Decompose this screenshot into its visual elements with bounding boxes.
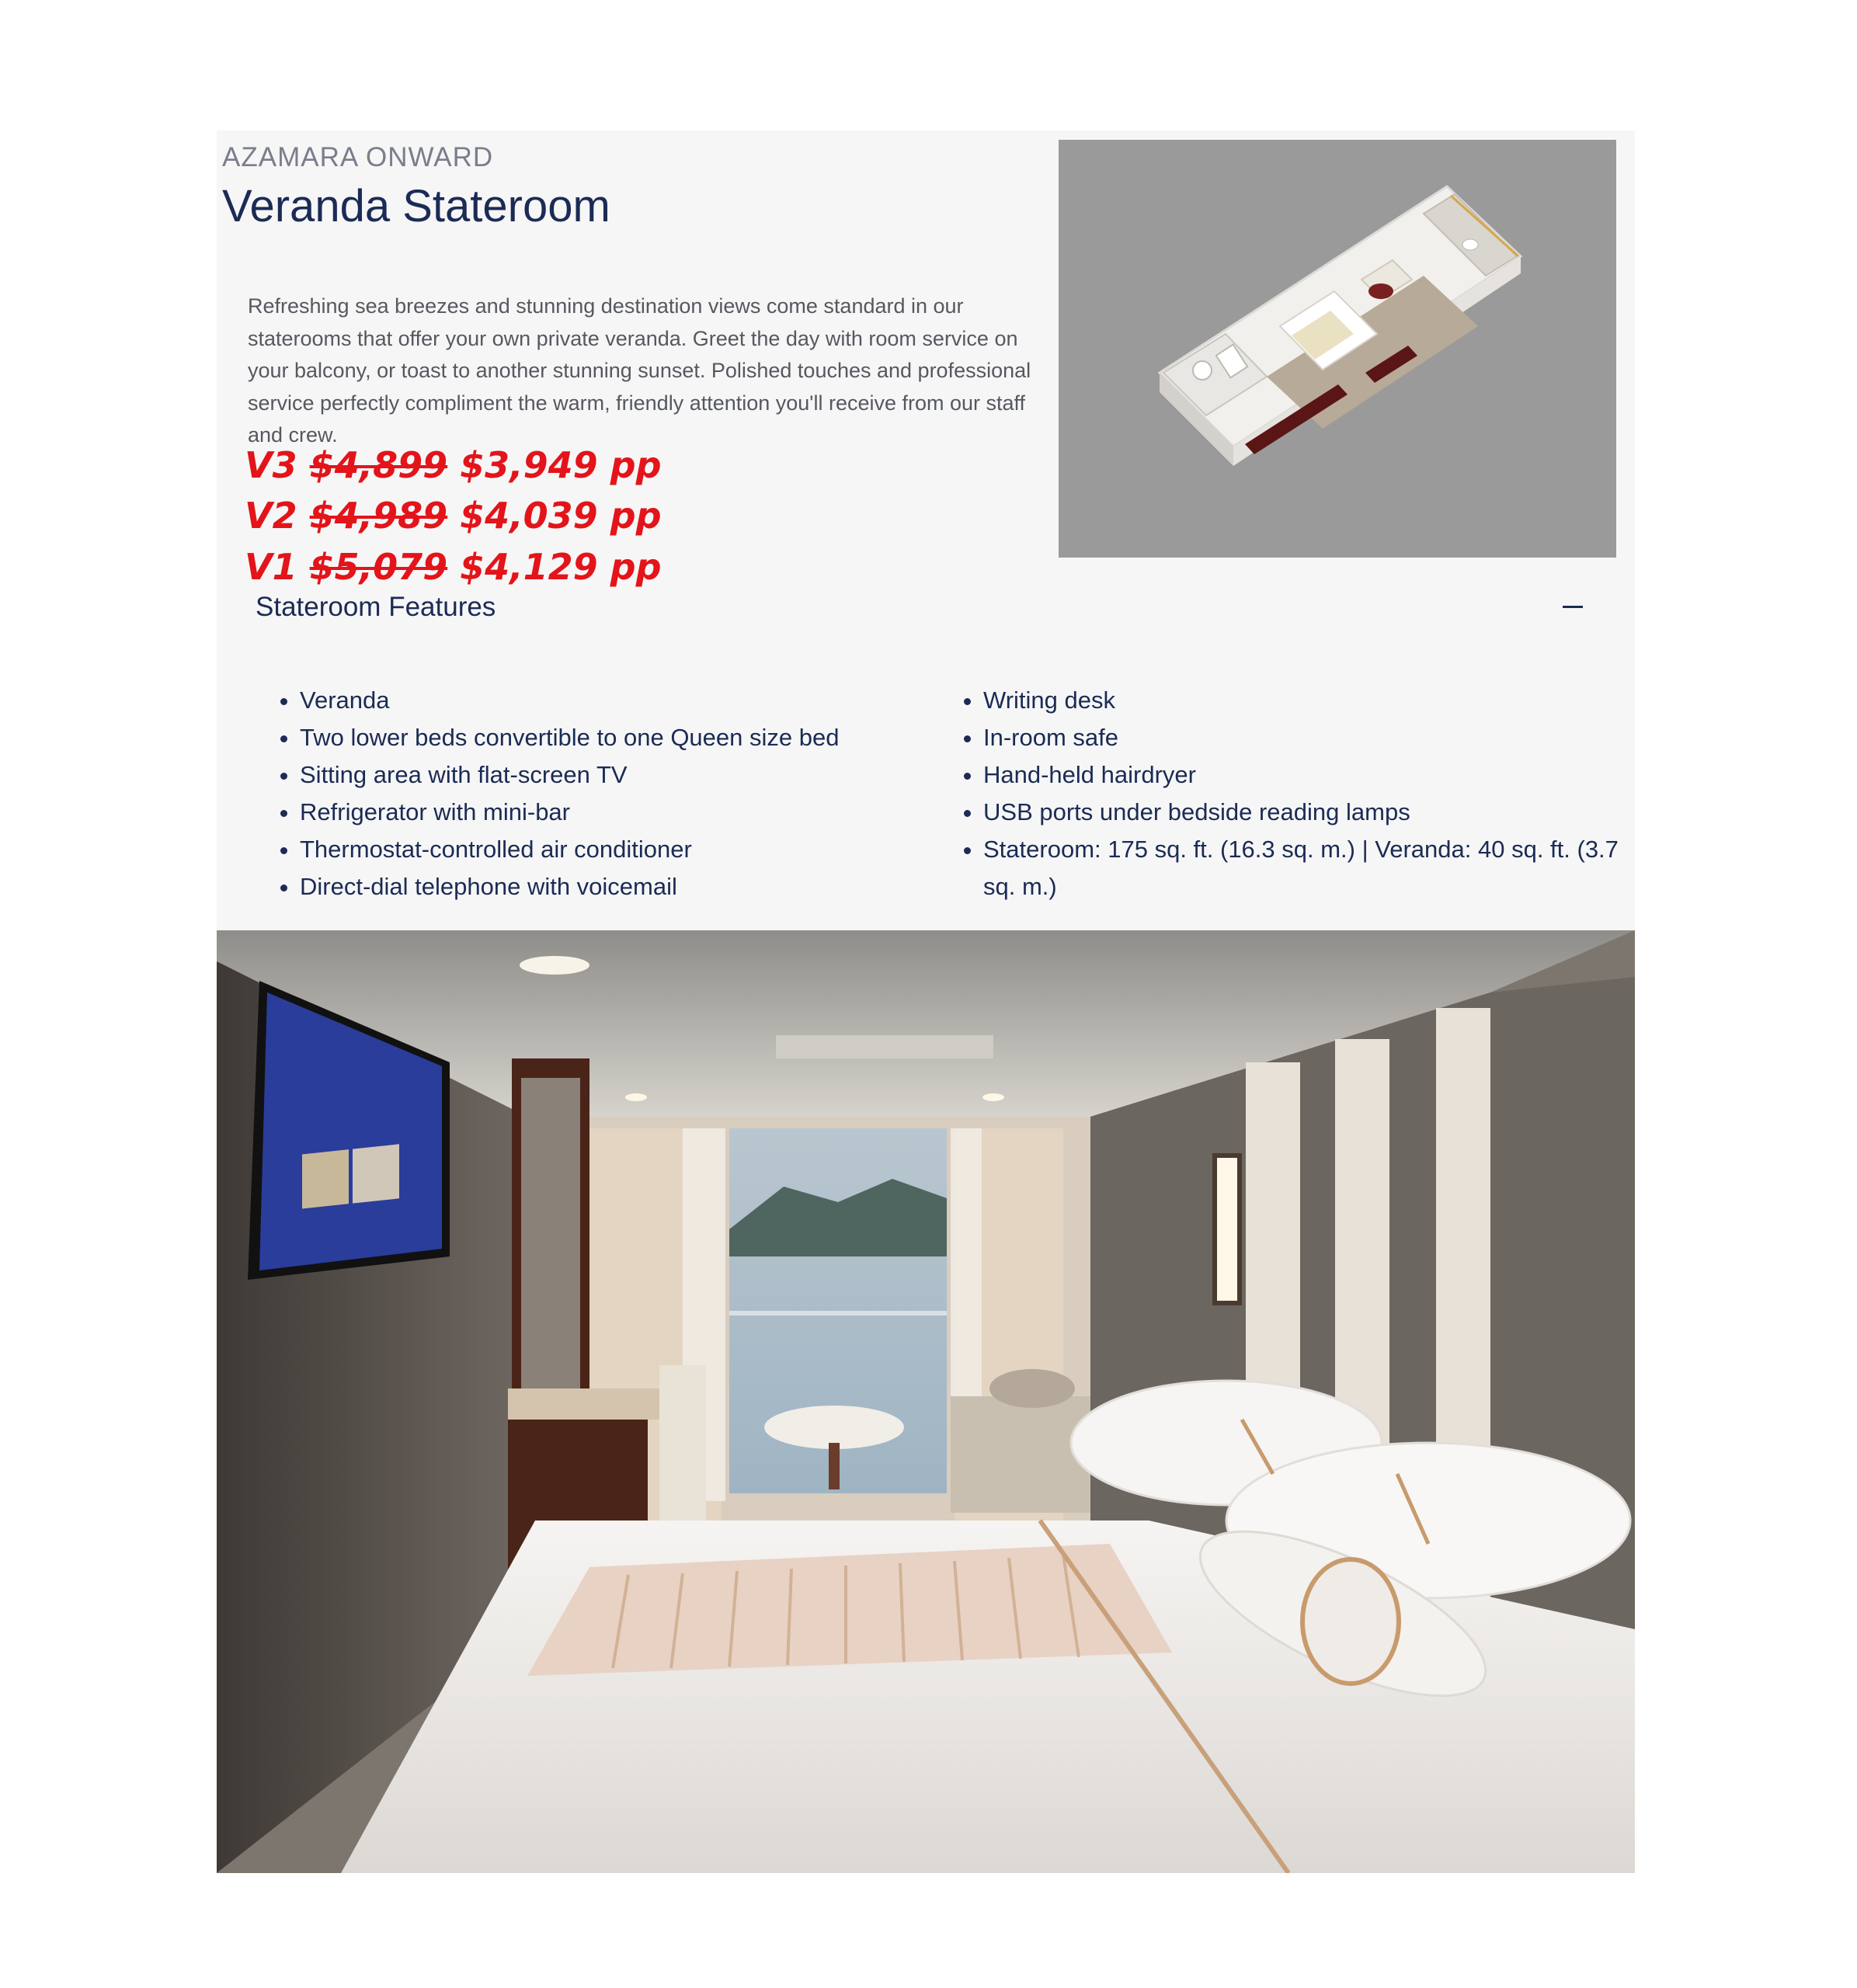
minus-icon[interactable] (1560, 593, 1586, 620)
price-line-v1 (245, 546, 662, 588)
price-line-v2 (245, 495, 662, 537)
sale-price: $4,039 pp (460, 495, 662, 537)
original-price: $4,899 (309, 444, 448, 486)
stateroom-photo (217, 930, 1635, 1873)
stateroom-description: Refreshing sea breezes and stunning destination views come standard in our staterooms that offer your own private veranda. Greet the day with room service on your balcony, or toast to another stunning sunset. Polished touches and professional service perfectly compliment the warm, friendly attention you'll receive from our staff and crew. (248, 294, 1031, 447)
stateroom-photo-graphic (217, 930, 1635, 1873)
list-item: • Veranda (300, 682, 906, 719)
list-item: • Direct-dial telephone with voicemail (300, 868, 906, 905)
floor-plan-graphic (1059, 140, 1616, 558)
price-line-v3 (245, 444, 662, 486)
floor-plan-image (1059, 140, 1616, 558)
list-item: • Thermostat-controlled air conditioner (300, 831, 906, 868)
price-category: V3 (245, 444, 297, 486)
page-title: Veranda Stateroom (222, 181, 610, 231)
features-section-title: Stateroom Features (256, 592, 496, 622)
list-item: • Stateroom: 175 sq. ft. (16.3 sq. m.) | Veranda: 40 sq. ft. (3.7 sq. m.) (983, 831, 1636, 905)
list-item: • Two lower beds convertible to one Queen size bed (300, 719, 906, 756)
sale-price: $3,949 pp (460, 444, 662, 486)
price-category: V1 (245, 546, 297, 588)
list-item: • Sitting area with flat-screen TV (300, 756, 906, 794)
list-item: • Hand-held hairdryer (983, 756, 1636, 794)
price-category: V2 (245, 495, 297, 537)
list-item: • USB ports under bedside reading lamps (983, 794, 1636, 831)
features-list-right (952, 682, 1636, 905)
list-item: • Writing desk (983, 682, 1636, 719)
features-list-left (269, 682, 906, 905)
list-item: • In-room safe (983, 719, 1636, 756)
original-price: $4,989 (309, 495, 448, 537)
original-price: $5,079 (309, 546, 448, 588)
list-item: • Refrigerator with mini-bar (300, 794, 906, 831)
ship-name: AZAMARA ONWARD (222, 142, 494, 172)
sale-price: $4,129 pp (460, 546, 662, 588)
